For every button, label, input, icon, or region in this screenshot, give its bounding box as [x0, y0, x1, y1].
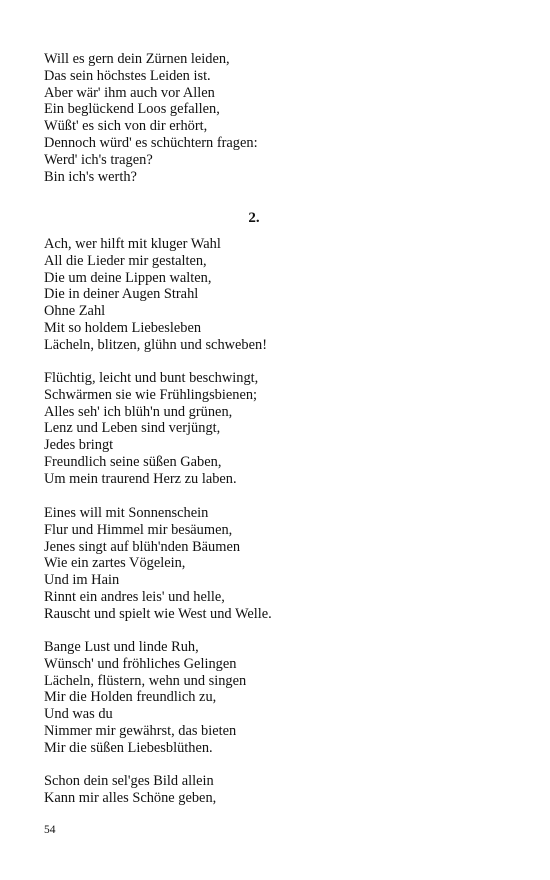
verse-line: Mit so holdem Liebesleben	[44, 319, 202, 336]
verse-line: Ohne Zahl	[44, 303, 106, 320]
verse-line: Lenz und Leben sind verjüngt,	[44, 420, 221, 437]
verse-line: Eines will mit Sonnenschein	[44, 505, 209, 521]
verse-line: Rauscht und spielt wie West und Welle.	[44, 605, 272, 622]
verse-line: Mir die Holden freundlich zu,	[44, 689, 217, 706]
verse-line: Das sein höchstes Leiden ist.	[44, 67, 211, 84]
verse-line: Nimmer mir gewährst, das bieten	[44, 722, 237, 739]
stanza	[44, 370, 504, 488]
stanza-continued	[44, 51, 504, 185]
verse-line: Schon dein sel'ges Bild allein	[44, 773, 214, 789]
verse-line: Flur und Himmel mir besäumen,	[44, 521, 233, 538]
stanza	[44, 505, 504, 623]
verse-line: Freundlich seine süßen Gaben,	[44, 453, 222, 470]
stanza	[44, 236, 504, 354]
verse-line: Lächeln, blitzen, glühn und schweben!	[44, 336, 267, 353]
verse-line: Schwärmen sie wie Frühlingsbienen;	[44, 386, 258, 403]
verse-line: Dennoch würd' es schüchtern fragen:	[44, 134, 258, 151]
verse-line: Bange Lust und linde Ruh,	[44, 639, 199, 655]
verse-line: Die in deiner Augen Strahl	[44, 286, 199, 303]
stanza	[44, 773, 504, 807]
verse-line: Wüßt' es sich von dir erhört,	[44, 118, 208, 135]
verse-line: All die Lieder mir gestalten,	[44, 252, 207, 269]
verse-line: Alles seh' ich blüh'n und grünen,	[44, 403, 233, 420]
verse-line: Jenes singt auf blüh'nden Bäumen	[44, 538, 241, 555]
verse-line: Jedes bringt	[44, 437, 114, 454]
verse-line: Wie ein zartes Vögelein,	[44, 555, 186, 572]
verse-line: Bin ich's werth?	[44, 168, 137, 185]
verse-line: Rinnt ein andres leis' und helle,	[44, 588, 225, 605]
stanza	[44, 639, 504, 757]
verse-line: Will es gern dein Zürnen leiden,	[44, 51, 230, 67]
page-number: 54	[44, 824, 56, 836]
verse-line: Und im Hain	[44, 572, 120, 589]
section-number: 2.	[248, 210, 260, 226]
verse-line: Und was du	[44, 706, 113, 723]
verse-line: Ein beglückend Loos gefallen,	[44, 101, 220, 118]
verse-line: Werd' ich's tragen?	[44, 151, 153, 168]
verse-line: Aber wär' ihm auch vor Allen	[44, 84, 215, 101]
verse-line: Um mein traurend Herz zu laben.	[44, 470, 237, 487]
verse-line: Ach, wer hilft mit kluger Wahl	[44, 236, 221, 252]
verse-line: Mir die süßen Liebesblüthen.	[44, 739, 213, 756]
verse-line: Lächeln, flüstern, wehn und singen	[44, 672, 247, 689]
verse-line: Kann mir alles Schöne geben,	[44, 789, 217, 806]
verse-line: Die um deine Lippen walten,	[44, 269, 212, 286]
verse-line: Wünsch' und fröhliches Gelingen	[44, 655, 237, 672]
verse-line: Flüchtig, leicht und bunt beschwingt,	[44, 370, 259, 386]
